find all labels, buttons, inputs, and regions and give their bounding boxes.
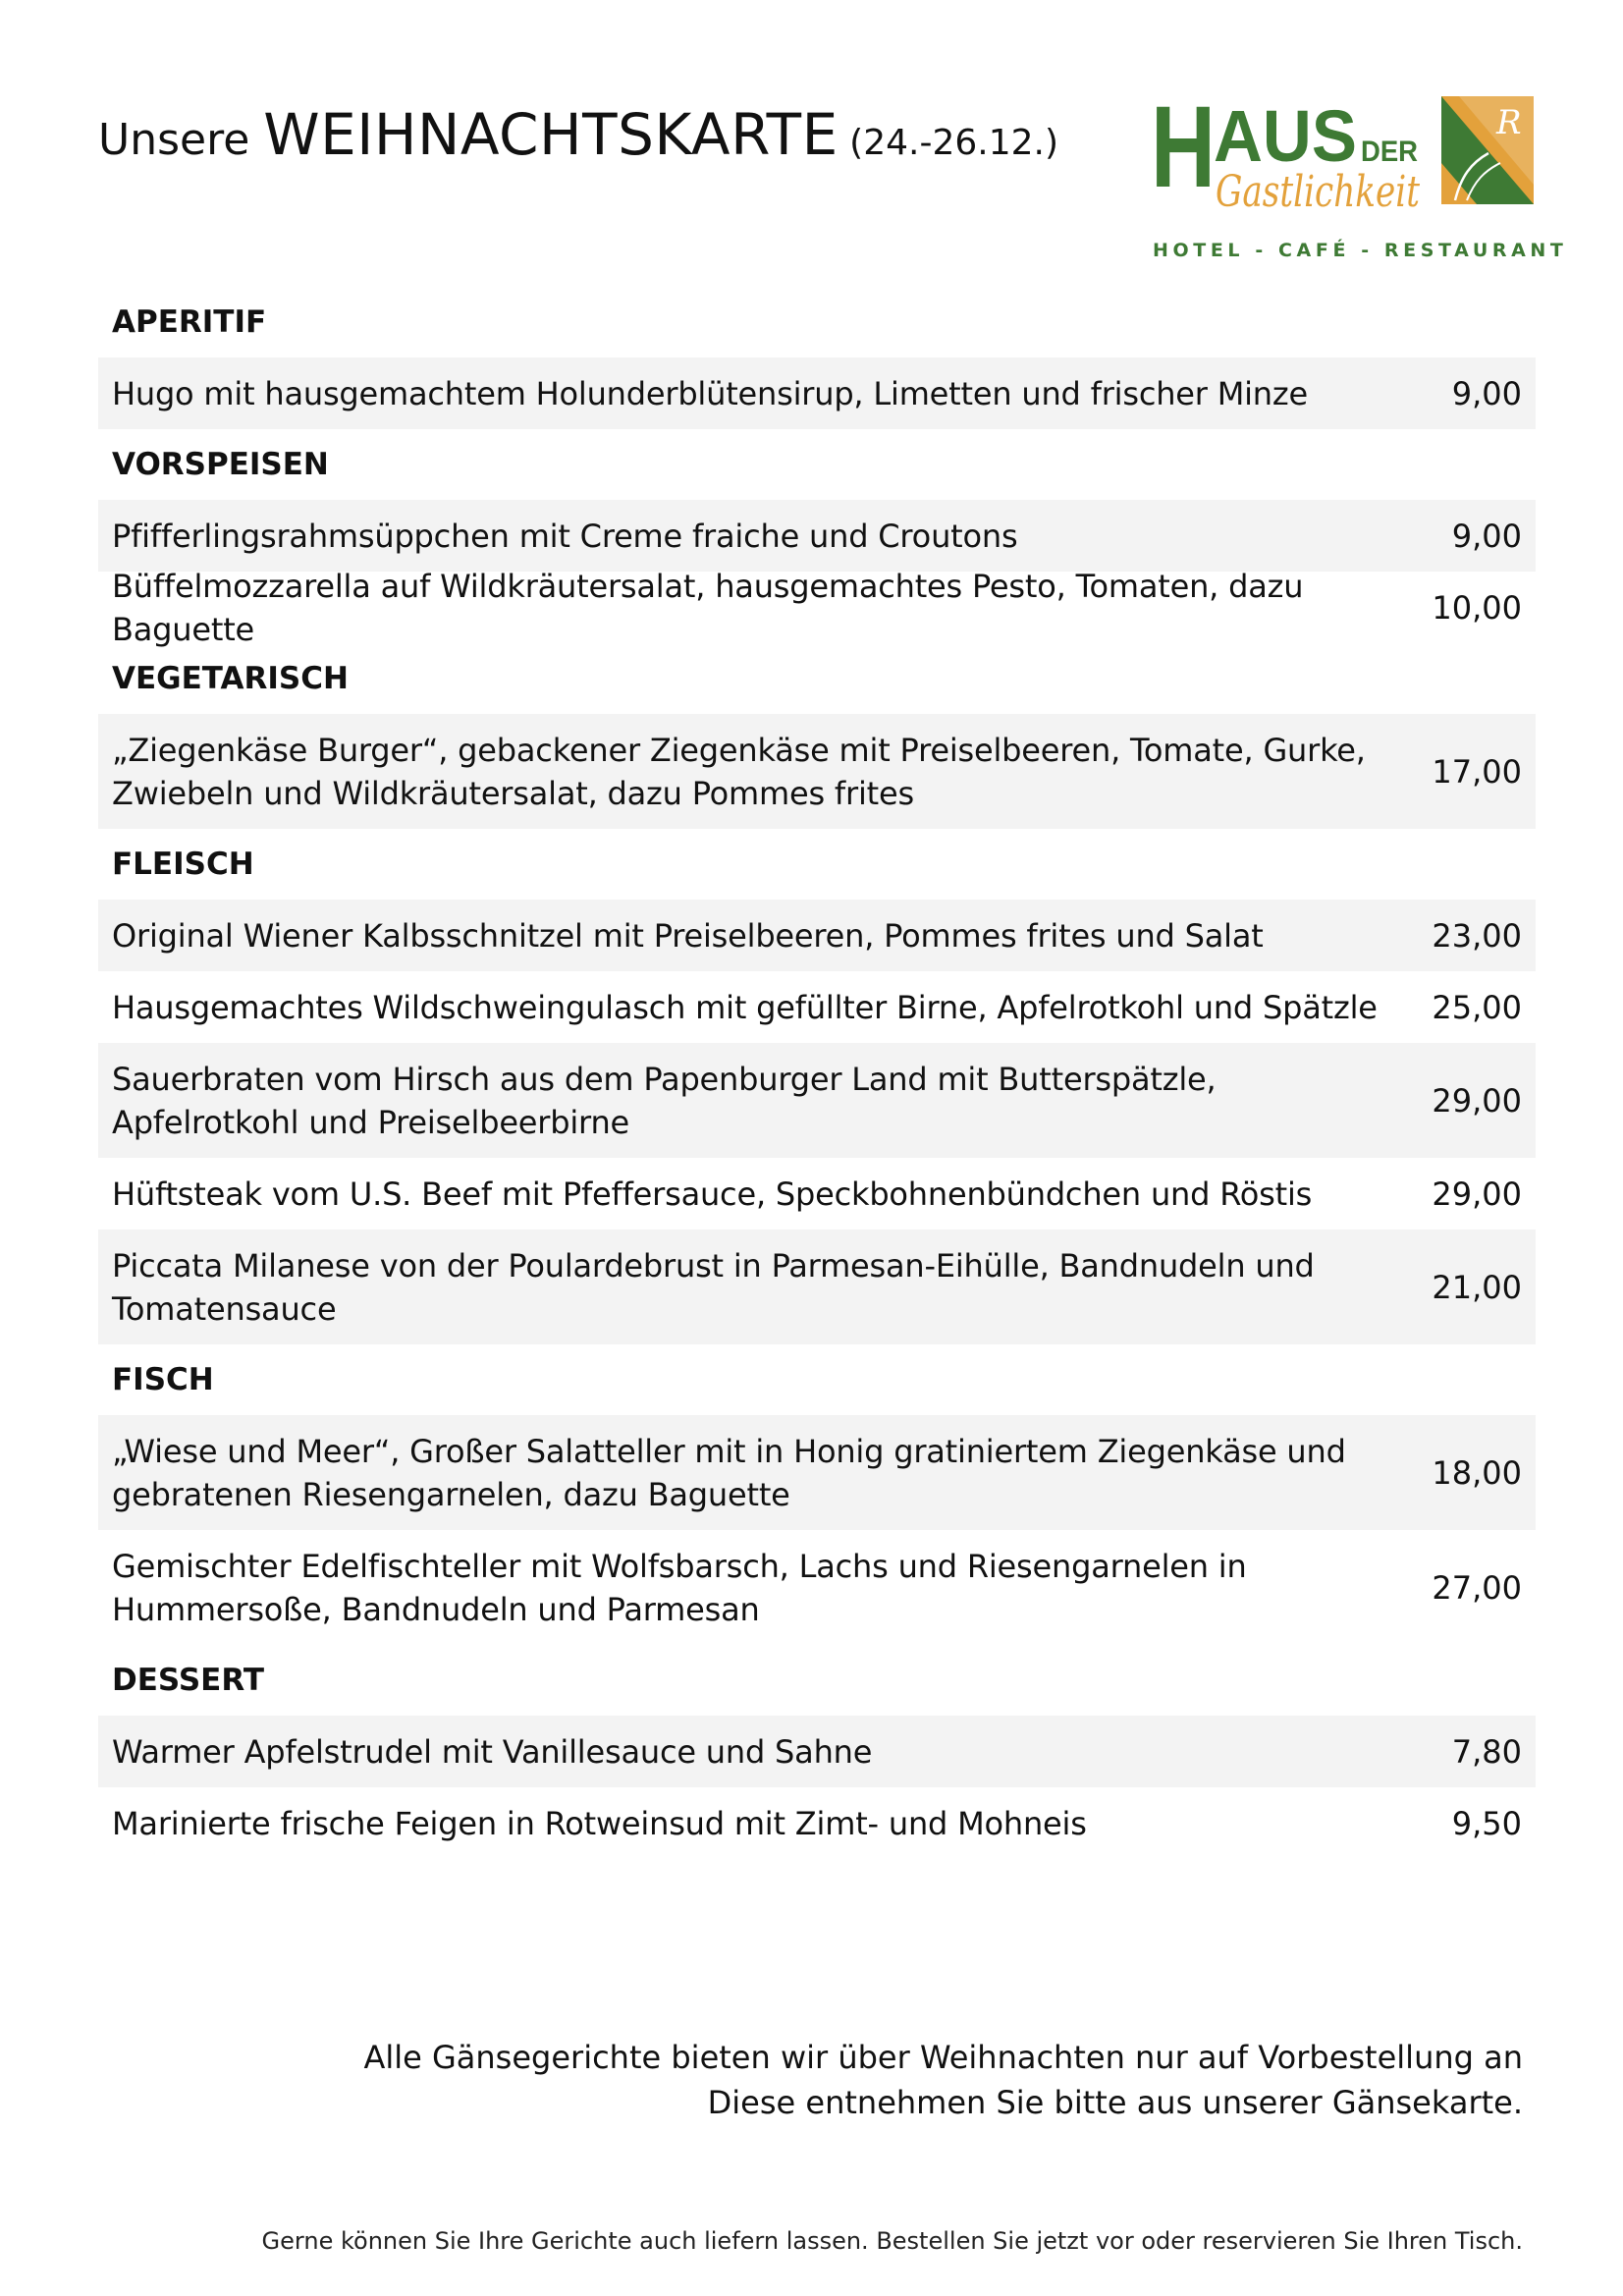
menu-item-description: Gemischter Edelfischteller mit Wolfsbarsch, Lachs und Riesengarnelen in Hummersoße, Bandnudeln und Parmesan: [112, 1547, 1247, 1628]
menu-item: [98, 1230, 1536, 1344]
menu-item-description: „Ziegenkäse Burger“, gebackener Ziegenkäse mit Preiselbeeren, Tomate, Gurke, Zwiebeln und Wildkräutersalat, dazu Pommes frites: [112, 731, 1366, 812]
logo-word-gastlichkeit: Gastlichkeit: [1216, 167, 1421, 217]
menu-item-price: 25,00: [1432, 988, 1522, 1026]
category-heading: FISCH: [112, 1362, 214, 1397]
menu-item-price: 27,00: [1432, 1568, 1522, 1607]
menu-item-price: 23,00: [1432, 916, 1522, 955]
menu-item-price: 7,80: [1451, 1732, 1522, 1771]
menu-item: [98, 971, 1536, 1043]
menu-item-description: Warmer Apfelstrudel mit Vanillesauce und Sahne: [112, 1732, 873, 1771]
menu-item: [98, 1716, 1536, 1787]
category-heading: FLEISCH: [112, 847, 254, 882]
menu-item: [98, 1530, 1536, 1645]
title-main: WEIHNACHTSKARTE: [263, 101, 839, 168]
menu-item: [98, 1043, 1536, 1158]
menu-item-price: 9,50: [1451, 1804, 1522, 1842]
menu-item-price: 17,00: [1432, 752, 1522, 791]
page-title: [98, 101, 1059, 168]
category-heading: DESSERT: [112, 1663, 264, 1698]
menu-item-price: 18,00: [1432, 1453, 1522, 1492]
menu-item-price: 10,00: [1432, 588, 1522, 627]
menu-item-description: Marinierte frische Feigen in Rotweinsud mit Zimt- und Mohneis: [112, 1804, 1087, 1842]
logo-emblem: [1441, 96, 1534, 204]
menu-item-price: 29,00: [1432, 1175, 1522, 1213]
menu-item-price: 9,00: [1451, 374, 1522, 412]
goose-note-line-1: Alle Gänsegerichte bieten wir über Weihnachten nur auf Vorbestellung an: [363, 2039, 1523, 2076]
menu-item-description: Hugo mit hausgemachtem Holunderblütensirup, Limetten und frischer Minze: [112, 374, 1308, 412]
menu-item-description: Piccata Milanese von der Poulardebrust in Parmesan-Eihülle, Bandnudeln und Tomatensauce: [112, 1246, 1315, 1328]
title-date: (24.-26.12.): [838, 123, 1059, 163]
menu-item-price: 29,00: [1432, 1081, 1522, 1120]
menu-item: [98, 714, 1536, 829]
menu-item: [98, 900, 1536, 971]
menu-item-price: 9,00: [1451, 517, 1522, 555]
category-heading: VORSPEISEN: [112, 447, 329, 482]
logo-tagline: HOTEL - CAFÉ - RESTAURANT: [1153, 240, 1568, 261]
category-heading: APERITIF: [112, 304, 267, 340]
menu-item-description: Hüftsteak vom U.S. Beef mit Pfeffersauce, Speckbohnenbündchen und Röstis: [112, 1175, 1313, 1213]
menu-item: [98, 357, 1536, 429]
menu-item-description: Hausgemachtes Wildschweingulasch mit gefüllter Birne, Apfelrotkohl und Spätzle: [112, 988, 1378, 1026]
logo-graphic: [1151, 90, 1536, 228]
menu-item-description: Sauerbraten vom Hirsch aus dem Papenburger Land mit Butterspätzle, Apfelrotkohl und Preiselbeerbirne: [112, 1060, 1217, 1141]
category-heading: VEGETARISCH: [112, 661, 349, 696]
menu-item: [98, 1787, 1536, 1859]
menu-item: [98, 500, 1536, 572]
logo-letter-h: H: [1151, 90, 1216, 212]
menu-list: [98, 287, 1536, 1859]
menu-item: [98, 567, 1536, 648]
goose-note-line-2: Diese entnehmen Sie bitte aus unserer Gänsekarte.: [707, 2084, 1523, 2121]
menu-item-description: „Wiese und Meer“, Großer Salatteller mit in Honig gratiniertem Ziegenkäse und gebratenen Riesengarnelen, dazu Baguette: [112, 1432, 1346, 1513]
menu-item-description: Pfifferlingsrahmsüppchen mit Creme fraiche und Croutons: [112, 517, 1018, 555]
menu-item: [98, 1158, 1536, 1230]
logo-r-mark: R: [1496, 103, 1522, 142]
menu-item: [98, 1415, 1536, 1530]
goose-note: [363, 2035, 1523, 2125]
logo-word-der: DER: [1361, 136, 1419, 168]
title-prefix: Unsere: [98, 115, 264, 165]
footer-text: Gerne können Sie Ihre Gerichte auch liefern lassen. Bestellen Sie jetzt vor oder reservieren Sie Ihren Tisch.: [261, 2227, 1523, 2255]
logo-letters-aus: AUS: [1214, 95, 1357, 177]
menu-item-description: Büffelmozzarella auf Wildkräutersalat, hausgemachtes Pesto, Tomaten, dazu Baguette: [112, 567, 1304, 648]
menu-item-price: 21,00: [1432, 1268, 1522, 1306]
menu-item-description: Original Wiener Kalbsschnitzel mit Preiselbeeren, Pommes frites und Salat: [112, 916, 1264, 955]
